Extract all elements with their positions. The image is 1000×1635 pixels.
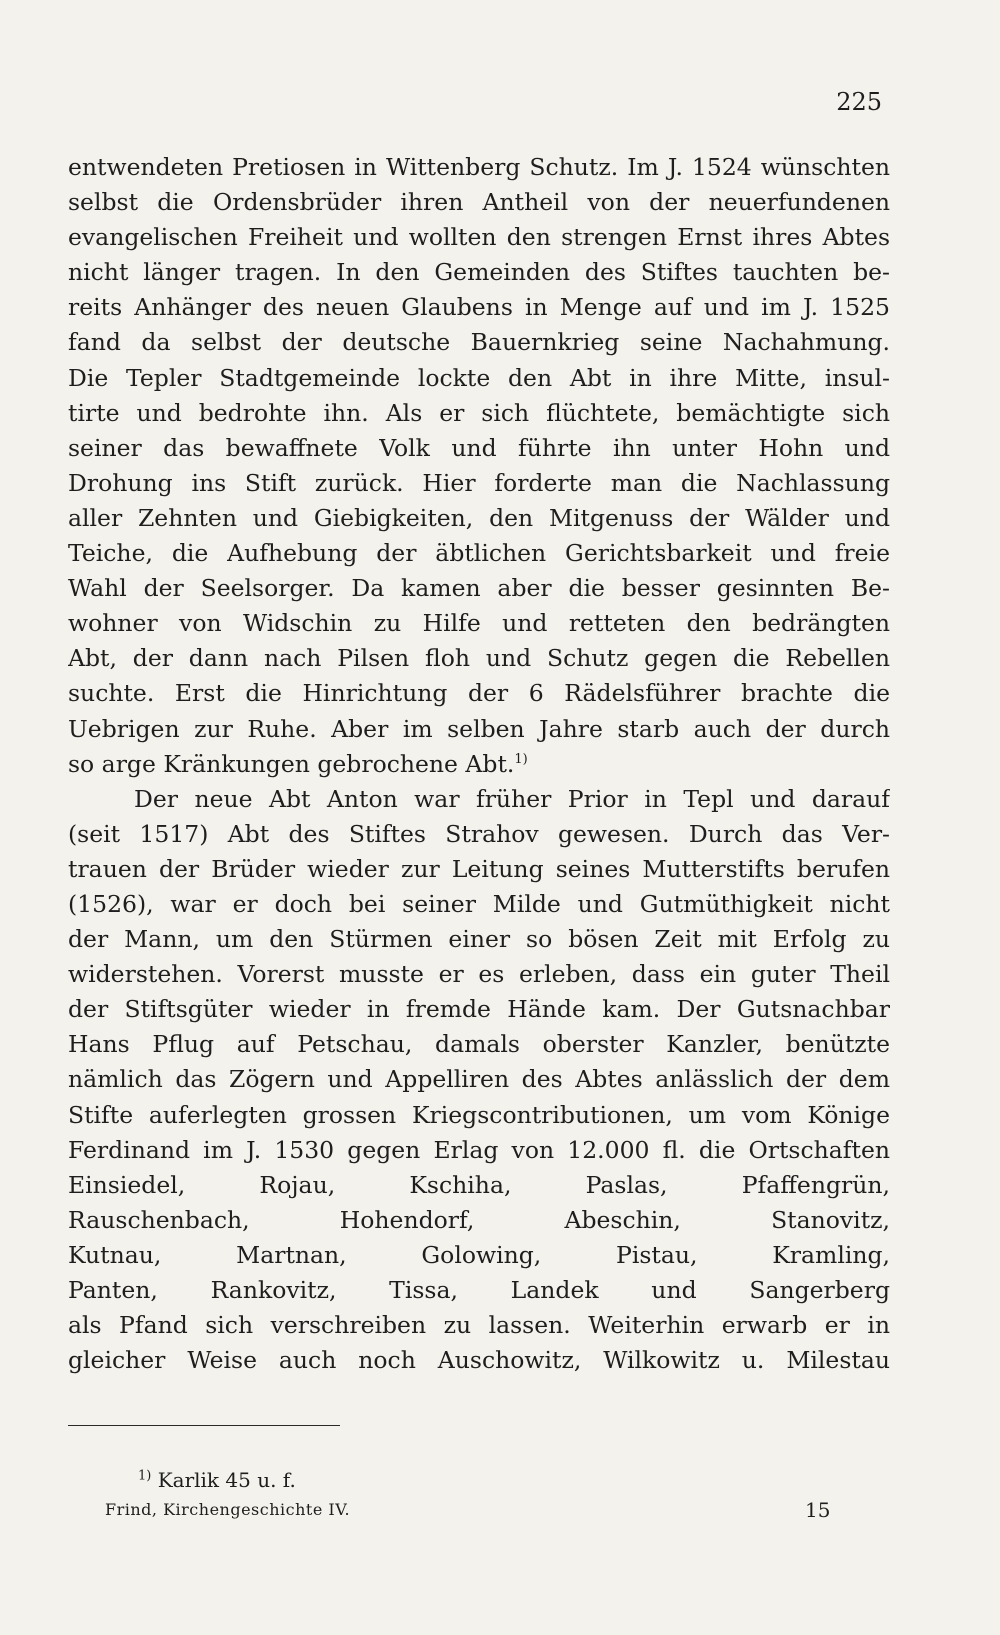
text-line: fand da selbst der deutsche Bauernkrieg seine Nachahmung. (68, 328, 890, 357)
signature-line: Frind, Kirchengeschichte IV. (105, 1500, 351, 1519)
footnote (138, 1468, 296, 1492)
text-line: Wahl der Seelsorger. Da kamen aber die besser gesinnten Be- (68, 574, 890, 603)
body-text (68, 150, 890, 1378)
footnote-divider (68, 1425, 340, 1426)
footnote-reference: 1) (514, 751, 528, 767)
text-line: (seit 1517) Abt des Stiftes Strahov gewesen. Durch das Ver- (68, 819, 890, 848)
text-line: so arge Kränkungen gebrochene Abt. (68, 749, 515, 778)
text-line: suchte. Erst die Hinrichtung der 6 Rädelsführer brachte die (68, 679, 890, 708)
text-line: seiner das bewaffnete Volk und führte ihn unter Hohn und (68, 433, 890, 462)
text-line: reits Anhänger des neuen Glaubens in Menge auf und im J. 1525 (68, 293, 890, 322)
text-line: Drohung ins Stift zurück. Hier forderte man die Nachlassung (68, 468, 890, 497)
text-line: Hans Pflug auf Petschau, damals oberster Kanzler, benützte (68, 1030, 890, 1059)
text-line: Die Tepler Stadtgemeinde lockte den Abt in ihre Mitte, insul- (68, 363, 890, 392)
text-line: Stifte auferlegten grossen Kriegscontributionen, um vom Könige (68, 1100, 890, 1129)
text-line: gleicher Weise auch noch Auschowitz, Wilkowitz u. Milestau (68, 1346, 890, 1375)
text-line: Panten, Rankovitz, Tissa, Landek und Sangerberg (68, 1276, 890, 1304)
paragraph-end-line (68, 747, 890, 782)
text-line: Uebrigen zur Ruhe. Aber im selben Jahre starb auch der durch (68, 714, 890, 743)
text-line: nämlich das Zögern und Appelliren des Abtes anlässlich der dem (68, 1065, 890, 1094)
text-line: als Pfand sich verschreiben zu lassen. Weiterhin erwarb er in (68, 1311, 890, 1340)
text-line: nicht länger tragen. In den Gemeinden des Stiftes tauchten be- (68, 258, 890, 287)
text-line: aller Zehnten und Giebigkeiten, den Mitgenuss der Wälder und (68, 503, 890, 532)
text-line: Kutnau, Martnan, Golowing, Pistau, Kramling, (68, 1240, 890, 1269)
text-line: widerstehen. Vorerst musste er es erleben, dass ein guter Theil (68, 960, 890, 989)
sheet-number: 15 (805, 1498, 831, 1522)
text-line: Abt, der dann nach Pilsen floh und Schutz gegen die Rebellen (68, 644, 890, 673)
text-line: Einsiedel, Rojau, Kschiha, Paslas, Pfaffengrün, (68, 1170, 890, 1199)
text-line: entwendeten Pretiosen in Wittenberg Schutz. Im J. 1524 wünschten (68, 153, 890, 181)
text-line: der Mann, um den Stürmen einer so bösen Zeit mit Erfolg zu (68, 925, 890, 954)
text-line: Ferdinand im J. 1530 gegen Erlag von 12.000 fl. die Ortschaften (68, 1135, 890, 1164)
footnote-marker: 1) (138, 1468, 152, 1484)
text-line: wohner von Widschin zu Hilfe und retteten den bedrängten (68, 609, 890, 638)
footnote-text: Karlik 45 u. f. (157, 1468, 296, 1492)
text-line: tirte und bedrohte ihn. Als er sich flüchtete, bemächtigte sich (68, 398, 890, 427)
page-number: 225 (836, 88, 882, 116)
text-line: Rauschenbach, Hohendorf, Abeschin, Stanovitz, (68, 1205, 890, 1234)
text-line: trauen der Brüder wieder zur Leitung seines Mutterstifts berufen (68, 854, 890, 883)
text-line: Teiche, die Aufhebung der äbtlichen Gerichtsbarkeit und freie (68, 539, 890, 568)
text-line: evangelischen Freiheit und wollten den strengen Ernst ihres Abtes (68, 223, 890, 252)
text-line: der Stiftsgüter wieder in fremde Hände kam. Der Gutsnachbar (68, 995, 890, 1024)
text-line: Der neue Abt Anton war früher Prior in Tepl und darauf (134, 784, 890, 813)
text-line: selbst die Ordensbrüder ihren Antheil von der neuerfundenen (68, 188, 890, 217)
text-line: (1526), war er doch bei seiner Milde und Gutmüthigkeit nicht (68, 889, 890, 918)
